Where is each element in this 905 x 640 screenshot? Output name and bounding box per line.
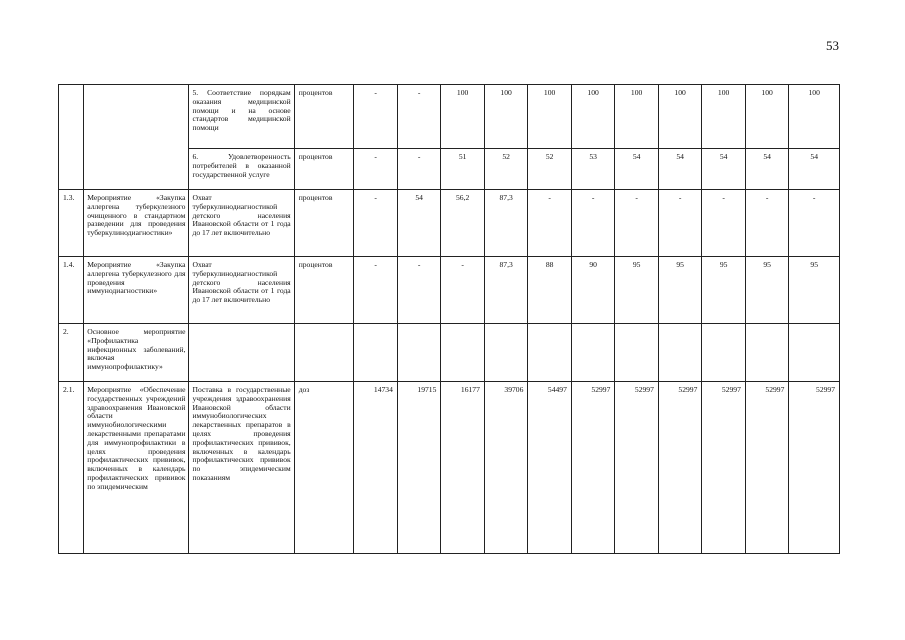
- value-cell: -: [397, 85, 441, 149]
- value-cell: -: [397, 149, 441, 190]
- value-cell: 54: [702, 149, 746, 190]
- unit-cell: доз: [294, 382, 354, 554]
- value-cell: 14734: [354, 382, 398, 554]
- value-cell: 54: [615, 149, 659, 190]
- value-cell: 100: [484, 85, 528, 149]
- value-cell: 100: [789, 85, 840, 149]
- value-cell: 95: [658, 257, 702, 324]
- indicator-cell: [189, 324, 294, 382]
- value-cell: 88: [528, 257, 572, 324]
- value-cell: 95: [789, 257, 840, 324]
- value-cell: -: [354, 190, 398, 257]
- value-cell: -: [354, 257, 398, 324]
- value-cell: [354, 324, 398, 382]
- value-cell: 100: [745, 85, 789, 149]
- value-cell: 52: [484, 149, 528, 190]
- table-row: [59, 85, 840, 149]
- value-cell: 39706: [484, 382, 528, 554]
- unit-cell: процентов: [294, 257, 354, 324]
- value-cell: -: [441, 257, 485, 324]
- table-row: [59, 382, 840, 554]
- value-cell: 16177: [441, 382, 485, 554]
- indicator-cell: Охват туберкулинодиагностикой детского населения Ивановской области от 1 года до 17 лет включительно: [189, 257, 294, 324]
- value-cell: 52997: [658, 382, 702, 554]
- value-cell: 95: [745, 257, 789, 324]
- row-index: 1.3.: [59, 190, 84, 257]
- value-cell: 52997: [571, 382, 615, 554]
- value-cell: [615, 324, 659, 382]
- value-cell: -: [658, 190, 702, 257]
- value-cell: [441, 324, 485, 382]
- value-cell: -: [354, 85, 398, 149]
- indicator-cell: Поставка в государственные учреждения здравоохранения Ивановской области иммунобиологических лекарственных препаратов в целях проведения профилактических прививок, включенных в календарь профилактических прививок по эпидемическим показаниям: [189, 382, 294, 554]
- value-cell: 100: [571, 85, 615, 149]
- value-cell: [789, 324, 840, 382]
- unit-cell: [294, 324, 354, 382]
- value-cell: -: [745, 190, 789, 257]
- row-index: 2.: [59, 324, 84, 382]
- value-cell: 52997: [702, 382, 746, 554]
- value-cell: 100: [441, 85, 485, 149]
- value-cell: 51: [441, 149, 485, 190]
- indicator-cell: 5. Соответствие порядкам оказания медицинской помощи и на основе стандартов медицинской помощи: [189, 85, 294, 149]
- value-cell: [658, 324, 702, 382]
- activity-cell: Основное мероприятие «Профилактика инфекционных заболеваний, включая иммунопрофилактику»: [84, 324, 189, 382]
- unit-cell: процентов: [294, 190, 354, 257]
- activity-cell: Мероприятие «Обеспечение государственных учреждений здравоохранения Ивановской области иммунобиологическими лекарственными препаратами для иммунопрофилактики в целях проведения профилактических прививок, включенных в календарь профилактических прививок по эпидемическим: [84, 382, 189, 554]
- row-index: 1.4.: [59, 257, 84, 324]
- value-cell: 54497: [528, 382, 572, 554]
- value-cell: [397, 324, 441, 382]
- value-cell: 90: [571, 257, 615, 324]
- value-cell: [745, 324, 789, 382]
- value-cell: -: [354, 149, 398, 190]
- value-cell: -: [702, 190, 746, 257]
- value-cell: 100: [658, 85, 702, 149]
- indicator-cell: Охват туберкулинодиагностикой детского населения Ивановской области от 1 года до 17 лет включительно: [189, 190, 294, 257]
- value-cell: -: [528, 190, 572, 257]
- value-cell: 52: [528, 149, 572, 190]
- value-cell: 100: [615, 85, 659, 149]
- value-cell: 54: [397, 190, 441, 257]
- value-cell: 54: [658, 149, 702, 190]
- value-cell: 54: [745, 149, 789, 190]
- value-cell: 52997: [789, 382, 840, 554]
- value-cell: [484, 324, 528, 382]
- value-cell: -: [397, 257, 441, 324]
- value-cell: 87,3: [484, 190, 528, 257]
- value-cell: 54: [789, 149, 840, 190]
- value-cell: 53: [571, 149, 615, 190]
- value-cell: 100: [528, 85, 572, 149]
- value-cell: -: [789, 190, 840, 257]
- value-cell: 100: [702, 85, 746, 149]
- value-cell: 19715: [397, 382, 441, 554]
- value-cell: [571, 324, 615, 382]
- indicator-cell: 6. Удовлетворенность потребителей в оказанной государственной услуге: [189, 149, 294, 190]
- value-cell: 56,2: [441, 190, 485, 257]
- value-cell: 95: [615, 257, 659, 324]
- row-index: [59, 85, 84, 190]
- value-cell: 87,3: [484, 257, 528, 324]
- unit-cell: процентов: [294, 149, 354, 190]
- value-cell: -: [571, 190, 615, 257]
- value-cell: 52997: [615, 382, 659, 554]
- value-cell: [528, 324, 572, 382]
- table-row: [59, 257, 840, 324]
- row-index: 2.1.: [59, 382, 84, 554]
- table-row: [59, 324, 840, 382]
- value-cell: 52997: [745, 382, 789, 554]
- activity-cell: [84, 85, 189, 190]
- value-cell: 95: [702, 257, 746, 324]
- activity-cell: Мероприятие «Закупка аллергена туберкулезного очищенного в стандартном разведении для проведения туберкулинодиагностики»: [84, 190, 189, 257]
- unit-cell: процентов: [294, 85, 354, 149]
- table-row: [59, 190, 840, 257]
- value-cell: -: [615, 190, 659, 257]
- activity-cell: Мероприятие «Закупка аллергена туберкулезного для проведения иммунодиагностики»: [84, 257, 189, 324]
- value-cell: [702, 324, 746, 382]
- program-indicators-table: [58, 84, 840, 554]
- page-number: 53: [826, 38, 839, 53]
